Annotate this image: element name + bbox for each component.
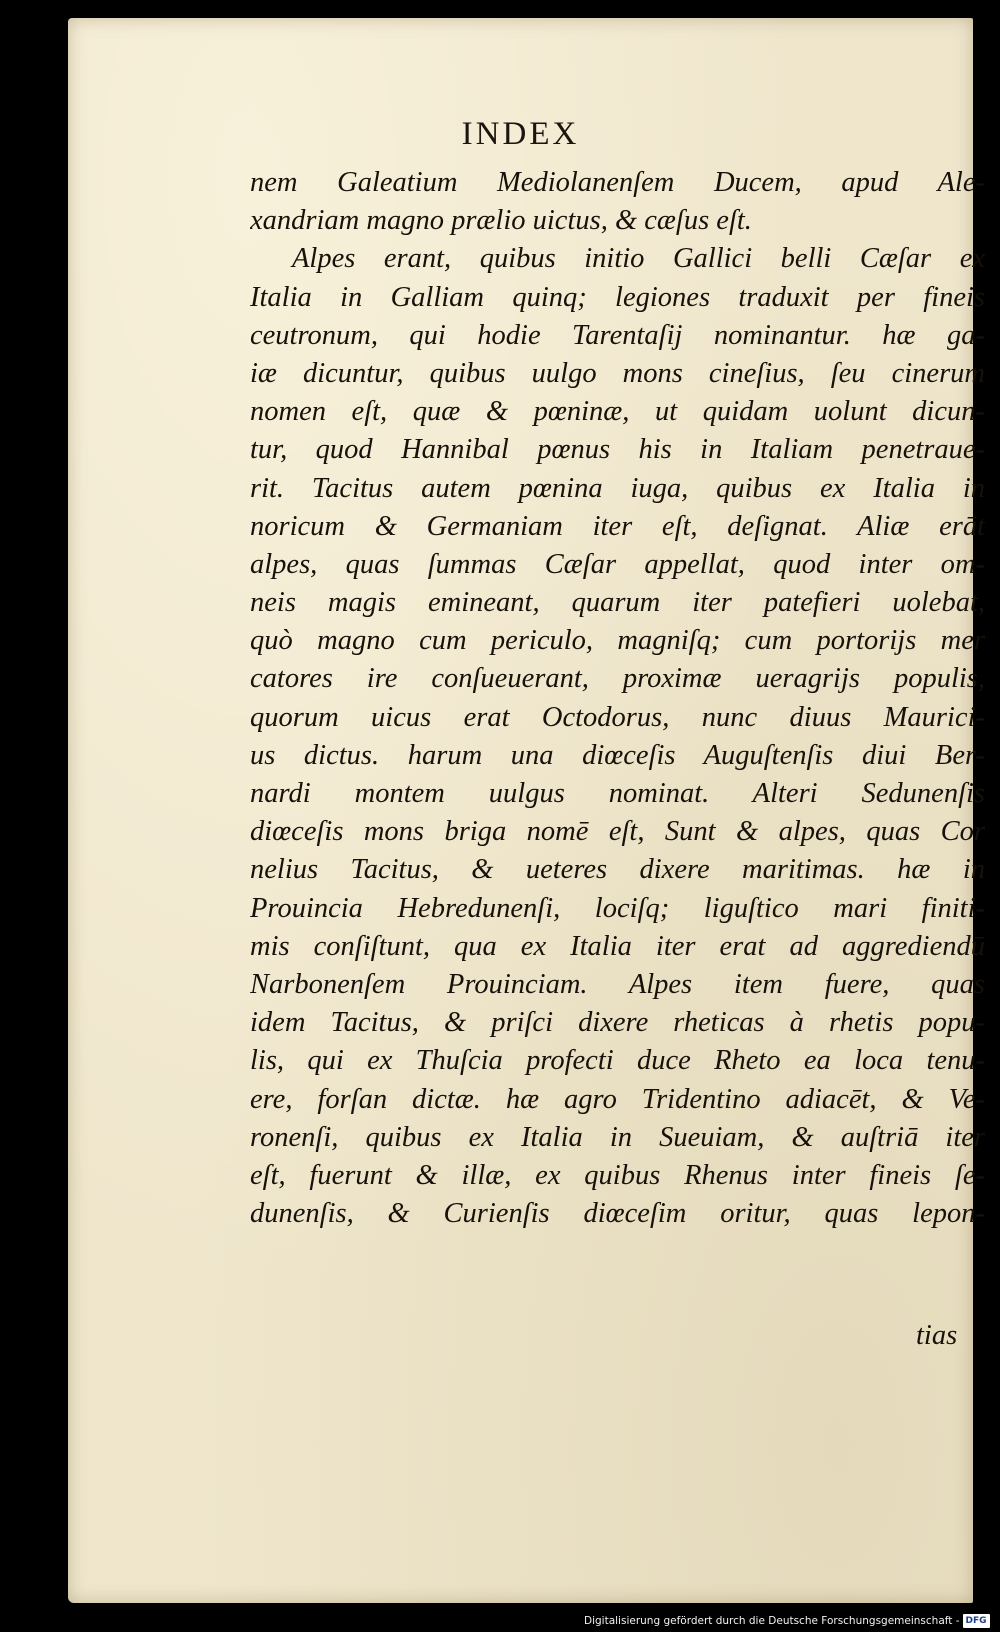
digitization-credit [584,1612,990,1630]
text-line: Prouincia Hebredunenſi, lociſq; liguſtico mari finiti- [250,892,985,924]
text-line: ere, forſan dictæ. hæ agro Tridentino adiacēt, & Ve- [250,1083,985,1115]
text-line: catores ire conſueuerant, proximæ ueragrijs populis, [250,663,985,695]
text-line: mis conſiſtunt, qua ex Italia iter erat ad aggrediendū [250,930,985,962]
text-line: ceutronum, qui hodie Tarentaſij nominantur. hæ ga- [250,319,985,351]
text-line: eſt, fuerunt & illæ, ex quibus Rhenus inter fineis ſe- [250,1159,985,1191]
text-line: diœceſis mons briga nomē eſt, Sunt & alpes, quas Cor [250,816,985,848]
catchword: tias [916,1320,958,1351]
text-line: Narbonenſem Prouinciam. Alpes item fuere, quas [250,968,985,1000]
text-line: Italia in Galliam quinq; legiones traduxit per fineis [250,281,985,313]
text-line: quorum uicus erat Octodorus, nunc diuus Maurici- [250,701,985,733]
page-text [250,164,985,1233]
text-line: idem Tacitus, & priſci dixere rheticas à rhetis popu- [250,1007,985,1039]
text-line: nardi montem uulgus nominat. Alteri Sedunenſis [250,778,985,809]
text-line: tur, quod Hannibal pœnus his in Italiam penetraue- [250,434,985,466]
text-line: nomen eſt, quæ & pœninæ, ut quidam uolunt dicun- [250,396,985,428]
text-line: alpes, quas ſummas Cæſar appellat, quod inter om- [250,548,985,580]
text-line: iæ dicuntur, quibus uulgo mons cineſius, ſeu cinerum [250,357,985,389]
text-line: ronenſi, quibus ex Italia in Sueuiam, & auſtriā iter [250,1121,985,1153]
text-line: xandriam magno prælio uictus, & cæſus eſt. [250,205,752,237]
text-line: neis magis emineant, quarum iter patefieri uolebat, [250,587,985,619]
text-line: quò magno cum periculo, magniſq; cum portorijs mer [250,625,985,657]
book-page [68,18,985,1603]
text-line: lis, qui ex Thuſcia profecti duce Rheto ea loca tenu- [250,1045,985,1077]
dfg-logo: DFG [963,1614,990,1628]
text-line: nem Galeatium Mediolanenſem Ducem, apud Ale- [250,167,985,198]
credit-text: Digitalisierung gefördert durch die Deutsche Forschungsgemeinschaft - [584,1615,960,1627]
text-line: Alpes erant, quibus initio Gallici belli Cæſar ex [292,243,985,275]
text-line: noricum & Germaniam iter eſt, deſignat. Aliæ erāt [250,510,985,542]
text-line: us dictus. harum una diœceſis Auguſtenſis diui Ber- [250,739,985,771]
text-line: nelius Tacitus, & ueteres dixere maritimas. hæ in [250,854,985,886]
text-line: dunenſis, & Curienſis diœceſim oritur, quas lepon- [250,1198,985,1230]
running-head: INDEX [461,116,580,152]
text-line: rit. Tacitus autem pœnina iuga, quibus ex Italia in [250,472,985,504]
